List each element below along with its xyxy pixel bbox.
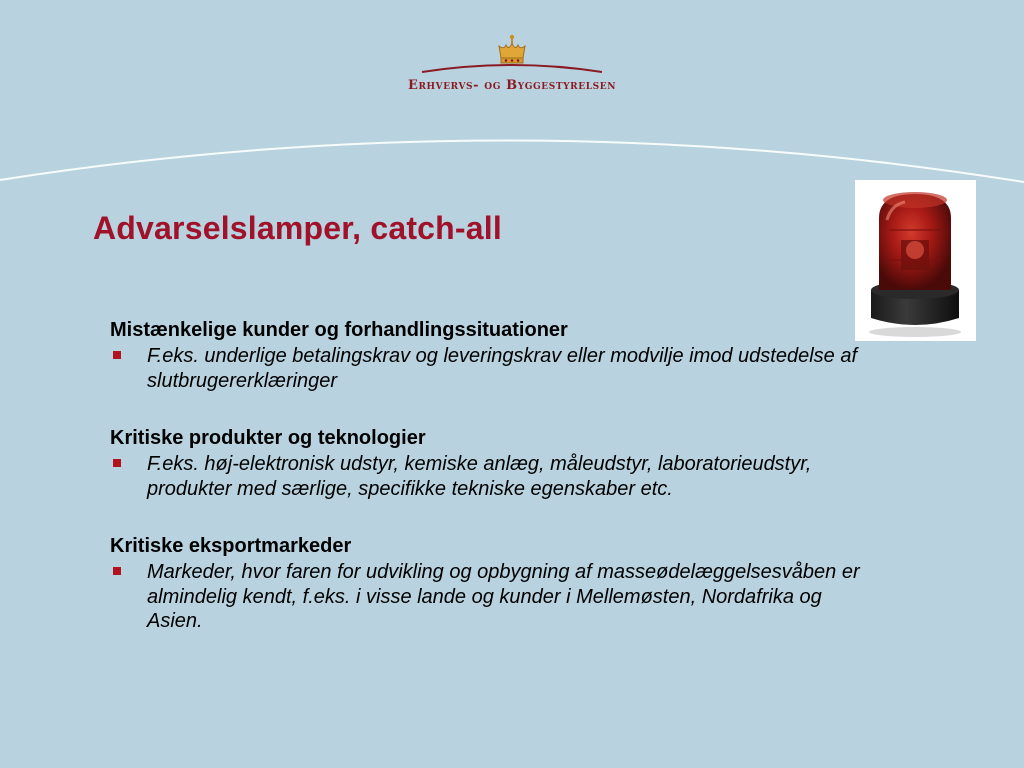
warning-beacon-icon [855,180,976,341]
section-heading: Kritiske produkter og teknologier [110,427,426,449]
bullet-square-icon [113,351,121,359]
slide-content [110,318,870,634]
bullet-item [110,452,870,501]
section-heading: Mistænkelige kunder og forhandlingssituationer [110,319,568,341]
logo-text: Erhvervs- og Byggestyrelsen [407,78,617,93]
section-products [110,426,870,501]
section-markets [110,534,870,634]
bullet-text: F.eks. høj-elektronisk udstyr, kemiske anlæg, måleudstyr, laboratorieudstyr, produkter med særlige, specifikke tekniske egenskaber etc. [147,453,812,500]
bullet-text: F.eks. underlige betalingskrav og leveringskrav eller modvilje imod udstedelse af slutbrugererklæringer [147,345,857,392]
bullet-item [110,560,870,634]
bullet-square-icon [113,567,121,575]
section-heading: Kritiske eksportmarkeder [110,535,352,557]
logo-swoosh [420,60,604,74]
warning-lamp-image [855,180,976,341]
slide-title: Advarselslamper, catch-all [93,210,502,246]
bullet-square-icon [113,459,121,467]
bullet-text: Markeder, hvor faren for udvikling og opbygning af masseødelæggelsesvåben er almindelig kendt, f.eks. i visse lande og kunder i Mellemøsten, Nordafrika og Asien. [147,561,860,632]
bullet-item [110,344,870,393]
section-customers [110,318,870,393]
